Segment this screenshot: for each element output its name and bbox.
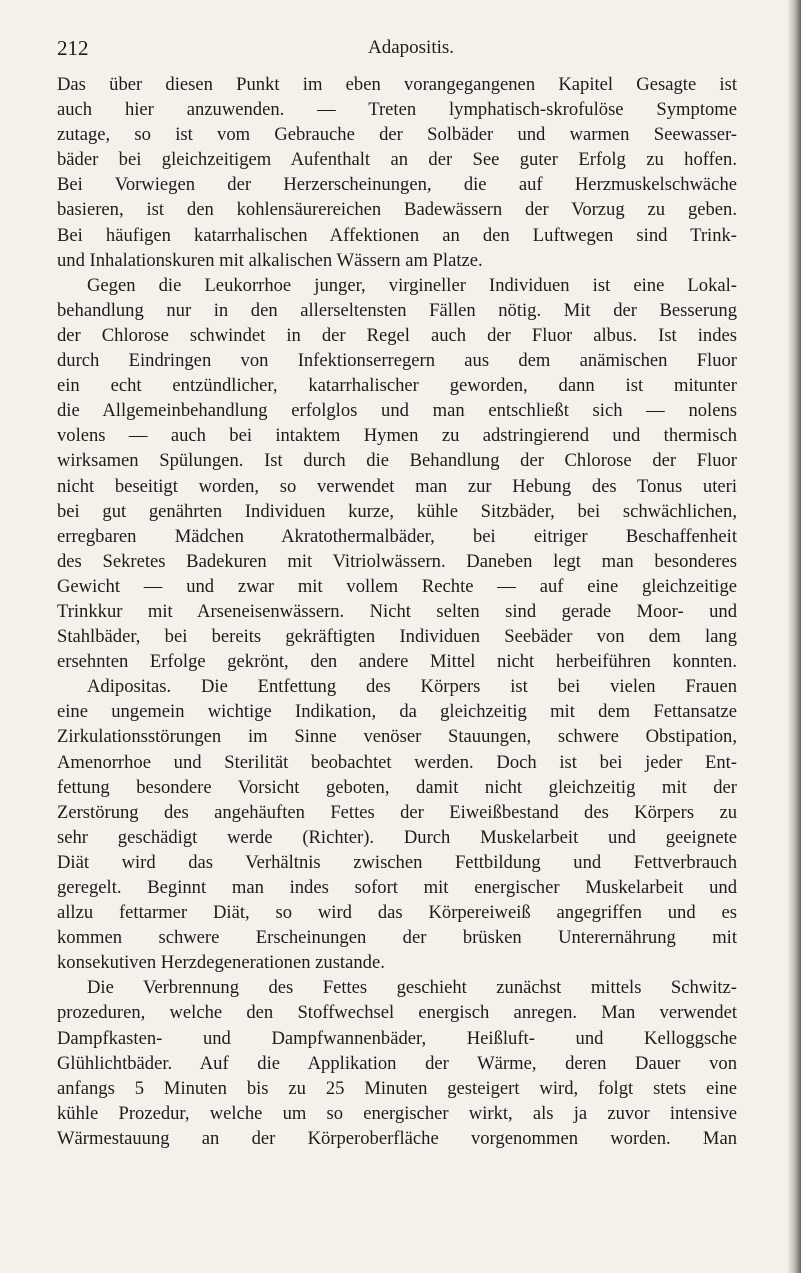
text-line: Gewicht — und zwar mit vollem Rechte — auf eine gleichzeitige bbox=[57, 575, 737, 597]
text-line: Zerstörung des angehäuften Fettes der Eiweißbestand des Körpers zu bbox=[57, 801, 737, 823]
text-line: und Inhalationskuren mit alkalischen Wässern am Platze. bbox=[57, 249, 483, 271]
text-line: Zirkulationsstörungen im Sinne venöser Stauungen, schwere Obstipation, bbox=[57, 726, 737, 748]
text-line: erregbaren Mädchen Akratothermalbäder, bei eitriger Beschaffenheit bbox=[57, 525, 737, 547]
text-line: Glühlichtbäder. Auf die Applikation der Wärme, deren Dauer von bbox=[57, 1052, 737, 1074]
text-line: durch Eindringen von Infektionserregern aus dem anämischen Fluor bbox=[57, 350, 737, 372]
text-line: die Allgemeinbehandlung erfolglos und man entschließt sich — nolens bbox=[57, 400, 737, 422]
page-edge-shadow bbox=[787, 0, 801, 1273]
body-text bbox=[57, 72, 737, 1151]
text-line: Gegen die Leukorrhoe junger, virgineller Individuen ist eine Lokal- bbox=[87, 274, 737, 296]
text-line: Bei häufigen katarrhalischen Affektionen an den Luftwegen sind Trink- bbox=[57, 224, 737, 246]
text-line: Dampfkasten- und Dampfwannenbäder, Heißluft- und Kelloggsche bbox=[57, 1027, 737, 1049]
text-line: ein echt entzündlicher, katarrhalischer geworden, dann ist mitunter bbox=[57, 375, 737, 397]
text-line: Trinkkur mit Arseneisenwässern. Nicht selten sind gerade Moor- und bbox=[57, 600, 737, 622]
text-line: allzu fettarmer Diät, so wird das Körpereiweiß angegriffen und es bbox=[57, 902, 737, 924]
page-number: 212 bbox=[57, 36, 89, 60]
text-line: ersehnten Erfolge gekrönt, den andere Mittel nicht herbeiführen konnten. bbox=[57, 651, 737, 673]
text-line: konsekutiven Herzdegenerationen zustande. bbox=[57, 952, 385, 974]
text-line: der Chlorose schwindet in der Regel auch der Fluor albus. Ist indes bbox=[57, 324, 737, 346]
text-line: bäder bei gleichzeitigem Aufenthalt an der See guter Erfolg zu hoffen. bbox=[57, 149, 737, 171]
text-line: Diät wird das Verhältnis zwischen Fettbildung und Fettverbrauch bbox=[57, 851, 737, 873]
text-line: volens — auch bei intaktem Hymen zu adstringierend und thermisch bbox=[57, 425, 737, 447]
text-line: nicht beseitigt worden, so verwendet man zur Hebung des Tonus uteri bbox=[57, 475, 737, 497]
text-line: Das über diesen Punkt im eben vorangegangenen Kapitel Gesagte ist bbox=[57, 74, 737, 95]
text-line: prozeduren, welche den Stoffwechsel energisch anregen. Man verwendet bbox=[57, 1002, 737, 1024]
text-line: fettung besondere Vorsicht geboten, damit nicht gleichzeitig mit der bbox=[57, 776, 737, 798]
text-line: kommen schwere Erscheinungen der brüsken Unterernährung mit bbox=[57, 927, 737, 949]
text-line: behandlung nur in den allerseltensten Fällen nötig. Mit der Besserung bbox=[57, 299, 737, 321]
text-line: des Sekretes Badekuren mit Vitriolwässern. Daneben legt man besonderes bbox=[57, 550, 737, 572]
text-line: Amenorrhoe und Sterilität beobachtet werden. Doch ist bei jeder Ent- bbox=[57, 751, 737, 773]
text-line: Bei Vorwiegen der Herzerscheinungen, die auf Herzmuskelschwäche bbox=[57, 174, 737, 196]
text-line: auch hier anzuwenden. — Treten lymphatisch-skrofulöse Symptome bbox=[57, 99, 737, 121]
running-head bbox=[57, 36, 737, 60]
text-line: bei gut genährten Individuen kurze, kühle Sitzbäder, bei schwächlichen, bbox=[57, 500, 737, 522]
text-line: kühle Prozedur, welche um so energischer wirkt, als ja zuvor intensive bbox=[57, 1102, 737, 1124]
text-line: geregelt. Beginnt man indes sofort mit energischer Muskelarbeit und bbox=[57, 877, 737, 898]
text-line: basieren, ist den kohlensäurereichen Badewässern der Vorzug zu geben. bbox=[57, 199, 737, 221]
text-line: eine ungemein wichtige Indikation, da gleichzeitig mit dem Fettansatze bbox=[57, 701, 737, 723]
text-line: wirksamen Spülungen. Ist durch die Behandlung der Chlorose der Fluor bbox=[57, 450, 737, 472]
text-line: sehr geschädigt werde (Richter). Durch Muskelarbeit und geeignete bbox=[57, 826, 737, 848]
running-title: Adapositis. bbox=[368, 37, 455, 58]
text-line: anfangs 5 Minuten bis zu 25 Minuten gesteigert wird, folgt stets eine bbox=[57, 1077, 737, 1099]
text-line: Die Verbrennung des Fettes geschieht zunächst mittels Schwitz- bbox=[87, 977, 737, 999]
text-line: Stahlbäder, bei bereits gekräftigten Individuen Seebäder von dem lang bbox=[57, 626, 737, 648]
text-line: Adipositas. Die Entfettung des Körpers ist bei vielen Frauen bbox=[87, 676, 737, 698]
text-line: Wärmestauung an der Körperoberfläche vorgenommen worden. Man bbox=[57, 1127, 737, 1149]
text-line: zutage, so ist vom Gebrauche der Solbäder und warmen Seewasser- bbox=[57, 124, 737, 146]
